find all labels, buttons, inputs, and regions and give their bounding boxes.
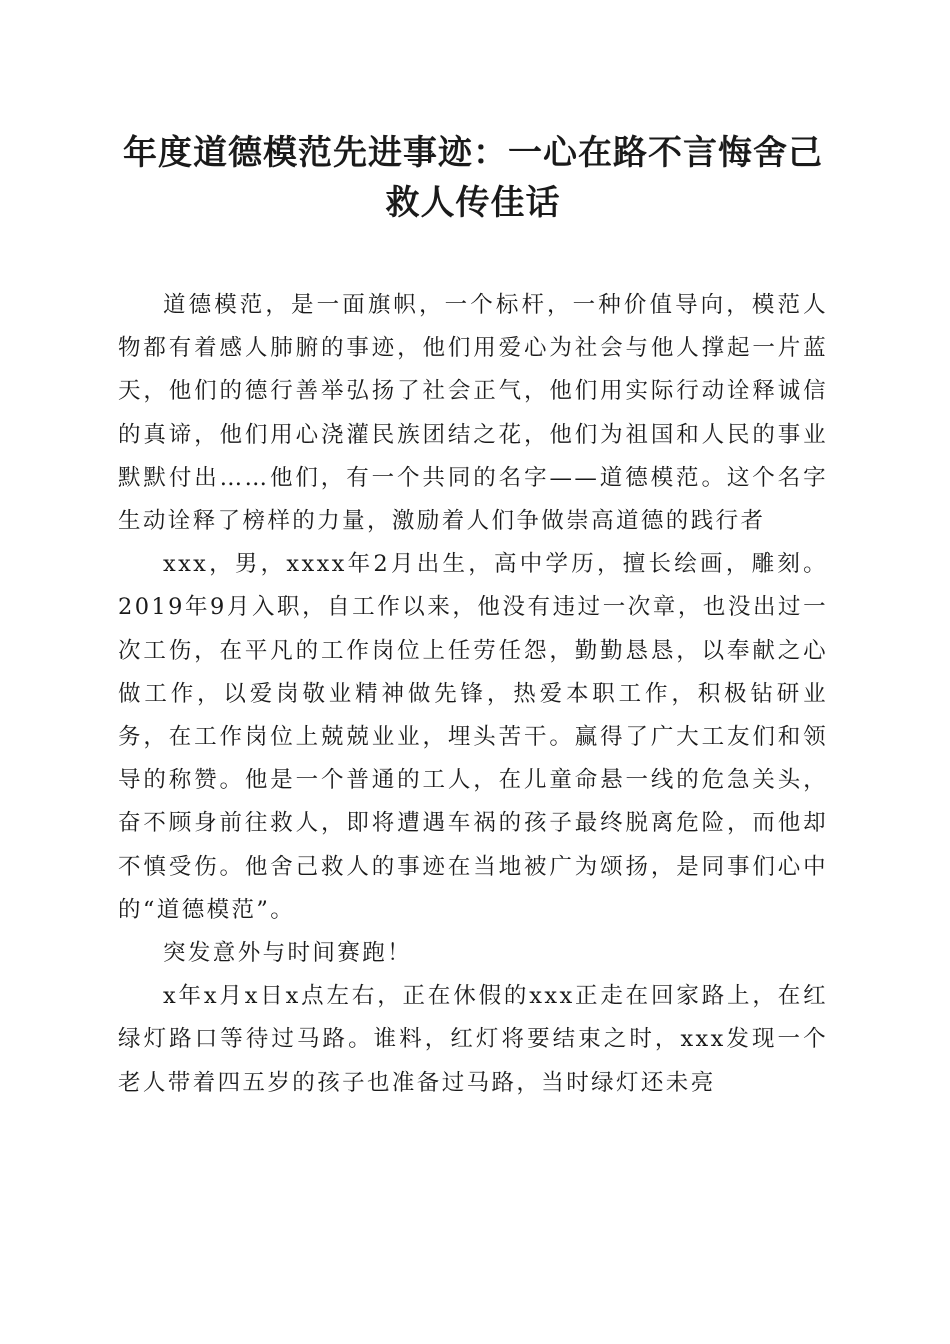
- paragraph-heading: 突发意外与时间赛跑！: [163, 940, 413, 967]
- document-page: [118, 128, 828, 1105]
- paragraph-story: x年x月x日x点左右，正在休假的xxx正走在回家路上，在红绿灯路口等待过马路。谁料，红灯将要结束之时，xxx发现一个老人带着四五岁的孩子也准备过马路，当时绿灯还未亮: [118, 983, 828, 1096]
- document-title: 年度道德模范先进事迹：一心在路不言悔舍己救人传佳话: [123, 133, 823, 223]
- paragraph-intro: 道德模范，是一面旗帜，一个标杆，一种价值导向，模范人物都有着感人肺腑的事迹，他们用爱心为社会与他人撑起一片蓝天，他们的德行善举弘扬了社会正气，他们用实际行动诠释诚信的真谛，他们用心浇灌民族团结之花，他们为祖国和人民的事业默默付出……他们，有一个共同的名字——道德模范。这个名字生动诠释了榜样的力量，激励着人们争做崇高道德的践行者: [118, 292, 828, 535]
- paragraph-profile: xxx，男，xxxx年2月出生，高中学历，擅长绘画，雕刻。2019年9月入职，自工作以来，他没有违过一次章，也没出过一次工伤，在平凡的工作岗位上任劳任怨，勤勤恳恳，以奉献之心做工作，以爱岗敬业精神做先锋，热爱本职工作，积极钻研业务，在工作岗位上兢兢业业，埋头苦干。赢得了广大工友们和领导的称赞。他是一个普通的工人，在儿童命悬一线的危急关头，奋不顾身前往救人，即将遭遇车祸的孩子最终脱离危险，而他却不慎受伤。他舍己救人的事迹在当地被广为颂扬，是同事们心中的“道德模范”。: [118, 551, 828, 923]
